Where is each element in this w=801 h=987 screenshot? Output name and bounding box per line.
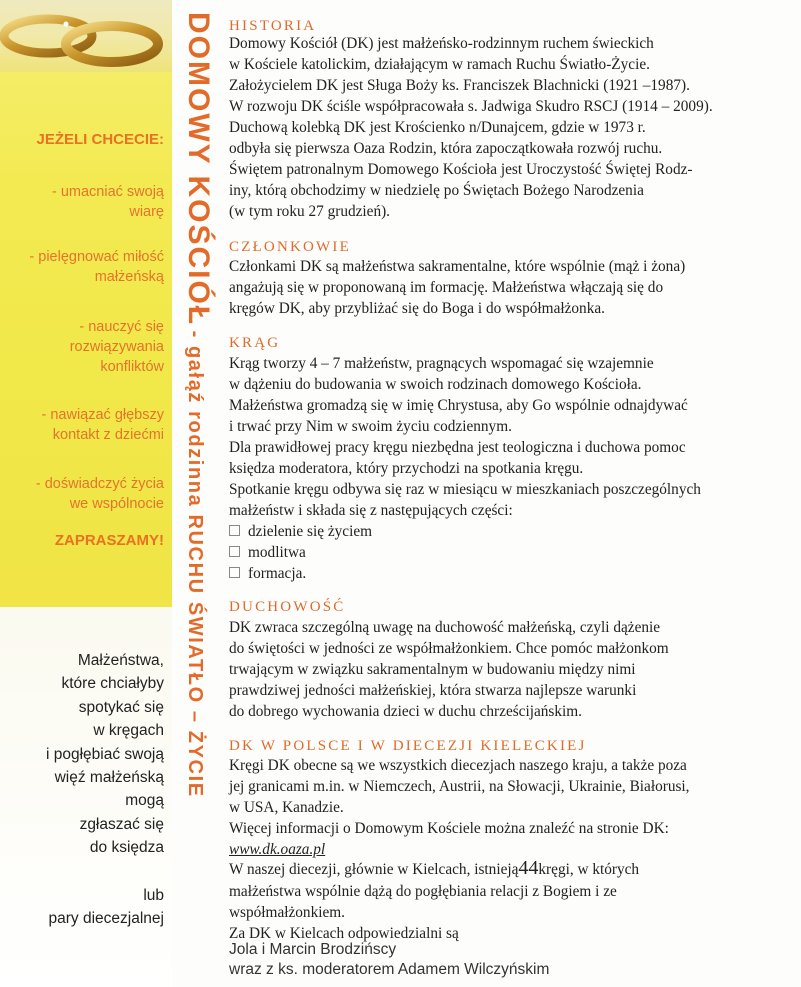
text-line: małżeństw i składa się z następujących części:: [229, 502, 513, 519]
names-line: wraz z ks. moderatorem Adamem Wilczyńskim: [229, 961, 550, 978]
section-title-duchowosc: DUCHOWOŚĆ: [229, 599, 346, 615]
text-line: w USA, Kanadzie.: [229, 799, 344, 816]
left-item-line: kontakt z dziećmi: [52, 427, 164, 443]
text-line: [229, 858, 639, 881]
bottom-line: do księdza: [89, 839, 164, 856]
bottom-line: Małżeństwa,: [77, 652, 164, 669]
text-line: prawdziwej jedności małżeńskiej, która stwarza najlepsze warunki: [229, 682, 637, 699]
text-line: Duchową kolebką DK jest Krościenko n/Dunajcem, gdzie w 1973 r.: [229, 119, 646, 136]
left-item-line: rozwiązywania: [69, 339, 164, 355]
bottom-line: pary diecezjalnej: [48, 910, 164, 927]
text-line: Spotkanie kręgu odbywa się raz w miesiącu w mieszkaniach poszczególnych: [229, 481, 701, 498]
left-item-line: - pielęgnować miłość: [29, 249, 164, 265]
list-item: [229, 543, 306, 564]
vertical-title-text: [181, 12, 215, 798]
text-line: małżeństwa wspólnie dążą do pogłębiania relacji z Bogiem i ze: [229, 883, 617, 900]
left-item-line: - nauczyć się: [79, 319, 164, 335]
bottom-line: lub: [143, 887, 164, 904]
left-item-line: - doświadczyć życia: [35, 476, 164, 492]
left-item-line: - umacniać swoją: [51, 184, 164, 200]
text-line: współmałżonkiem.: [229, 904, 345, 921]
vertical-title: [181, 12, 221, 962]
text-line: w dążeniu do budowania w swoich rodzinach domowego Kościoła.: [229, 376, 642, 393]
list-item: [229, 564, 306, 585]
list-item-label: dzielenie się życiem: [248, 523, 373, 540]
wedding-rings-icon: [0, 0, 172, 72]
text-line: Za DK w Kielcach odpowiedzialni są: [229, 925, 459, 942]
text-line: angażują się w proponowaną im formację. Małżeństwa włączają się do: [229, 279, 664, 296]
count-post: kręgi, w których: [538, 861, 640, 878]
left-item-line: małżeńską: [94, 269, 164, 285]
vertical-title-sub: - gałąź rodzinna RUCHU ŚWIATŁO – ŻYCIE: [184, 330, 206, 798]
text-line: do dobrego wychowania dzieci w duchu chrześcijańskim.: [229, 703, 582, 720]
section-title-historia: HISTORIA: [229, 18, 317, 34]
bottom-line: które chciałyby: [61, 675, 164, 692]
text-line: Świętem patronalnym Domowego Kościoła jest Uroczystość Świętej Rodz-: [229, 161, 693, 178]
list-item-label: modlitwa: [248, 544, 306, 561]
text-line: Dla prawidłowej pracy kręgu niezbędna jest teologiczna i duchowa pomoc: [229, 439, 686, 456]
text-line: i trwać przy Nim w swoim życiu codziennym.: [229, 418, 512, 435]
text-line: księdza moderatora, który przychodzi na spotkania kręgu.: [229, 460, 584, 477]
text-line: do świętości w jedności ze współmałżonkiem. Chce pomóc małżonkom: [229, 640, 669, 657]
left-heading: JEŻELI CHCECIE:: [36, 131, 164, 148]
list-item-label: formacja.: [248, 565, 307, 582]
text-line: Członkami DK są małżeństwa sakramentalne, które wspólnie (mąż i żona): [229, 258, 686, 275]
section-title-polska: DK W POLSCE I W DIECEZJI KIELECKIEJ: [229, 738, 587, 754]
left-item-line: we wspólnocie: [69, 496, 164, 512]
text-line: kręgów DK, aby przybliżać się do Boga i do współmałżonka.: [229, 300, 605, 317]
checkbox-icon: [229, 567, 240, 578]
left-item-line: wiarę: [129, 204, 164, 220]
text-line: Małżeństwa gromadzą się w imię Chrystusa, aby Go wspólnie odnajdywać: [229, 397, 688, 414]
checkbox-icon: [229, 546, 240, 557]
section-title-krag: KRĄG: [229, 335, 281, 351]
circle-count: 44: [518, 857, 539, 879]
bottom-line: i pogłębiać swoją: [45, 746, 164, 763]
list-item: [229, 522, 372, 543]
text-line: Więcej informacji o Domowym Kościele można znaleźć na stronie DK:: [229, 820, 669, 837]
text-line: Krąg tworzy 4 – 7 małżeństw, pragnących wspomagać się wzajemnie: [229, 355, 654, 372]
left-yellow-panel: [0, 0, 172, 607]
text-line: jej granicami m.in. w Niemczech, Austrii, na Słowacji, Ukrainie, Białorusi,: [229, 778, 690, 795]
vertical-title-main: DOMOWY KOŚCIÓŁ: [182, 12, 215, 327]
text-line: w Kościele katolickim, działającym w ramach Ruchu Światło-Życie.: [229, 56, 650, 73]
bottom-line: zgłaszać się: [79, 816, 164, 833]
text-line: Założycielem DK jest Sługa Boży ks. Franciszek Blachnicki (1921 –1987).: [229, 77, 690, 94]
bottom-line: spotykać się: [78, 699, 164, 716]
count-pre: W naszej diecezji, głównie w Kielcach, istnieją: [229, 861, 519, 878]
names-line: Jola i Marcin Brodzińscy: [229, 941, 397, 958]
text-line: Kręgi DK obecne są we wszystkich diecezjach naszego kraju, a także poza: [229, 757, 687, 774]
bottom-line: w kręgach: [93, 722, 164, 739]
text-line: DK zwraca szczególną uwagę na duchowość małżeńską, czyli dążenie: [229, 619, 661, 636]
text-line: Domowy Kościół (DK) jest małżeńsko-rodzinnym ruchem świeckich: [229, 35, 654, 52]
text-line: odbyła się pierwsza Oaza Rodzin, która zapoczątkowała rozwój ruchu.: [229, 140, 663, 157]
text-line: (w tym roku 27 grudzień).: [229, 203, 391, 220]
checkbox-icon: [229, 525, 240, 536]
text-line: trwającym w związku sakramentalnym w budowaniu między nimi: [229, 661, 636, 678]
left-item-line: - nawiązać głębszy: [41, 407, 164, 423]
section-title-czlonkowie: CZŁONKOWIE: [229, 239, 351, 255]
left-item-line: konfliktów: [100, 359, 164, 375]
text-line: W rozwoju DK ściśle współpracowała s. Jadwiga Skudro RSCJ (1914 – 2009).: [229, 98, 713, 115]
bottom-line: mogą: [125, 792, 164, 809]
website-link[interactable]: www.dk.oaza.pl: [229, 841, 326, 858]
text-line: iny, którą obchodzimy w niedzielę po Świętach Bożego Narodzenia: [229, 182, 644, 199]
invite-text: ZAPRASZAMY!: [54, 532, 164, 549]
left-bottom-panel: [0, 607, 172, 987]
bottom-line: więź małżeńską: [54, 769, 164, 786]
wedding-rings-photo: [0, 0, 172, 72]
